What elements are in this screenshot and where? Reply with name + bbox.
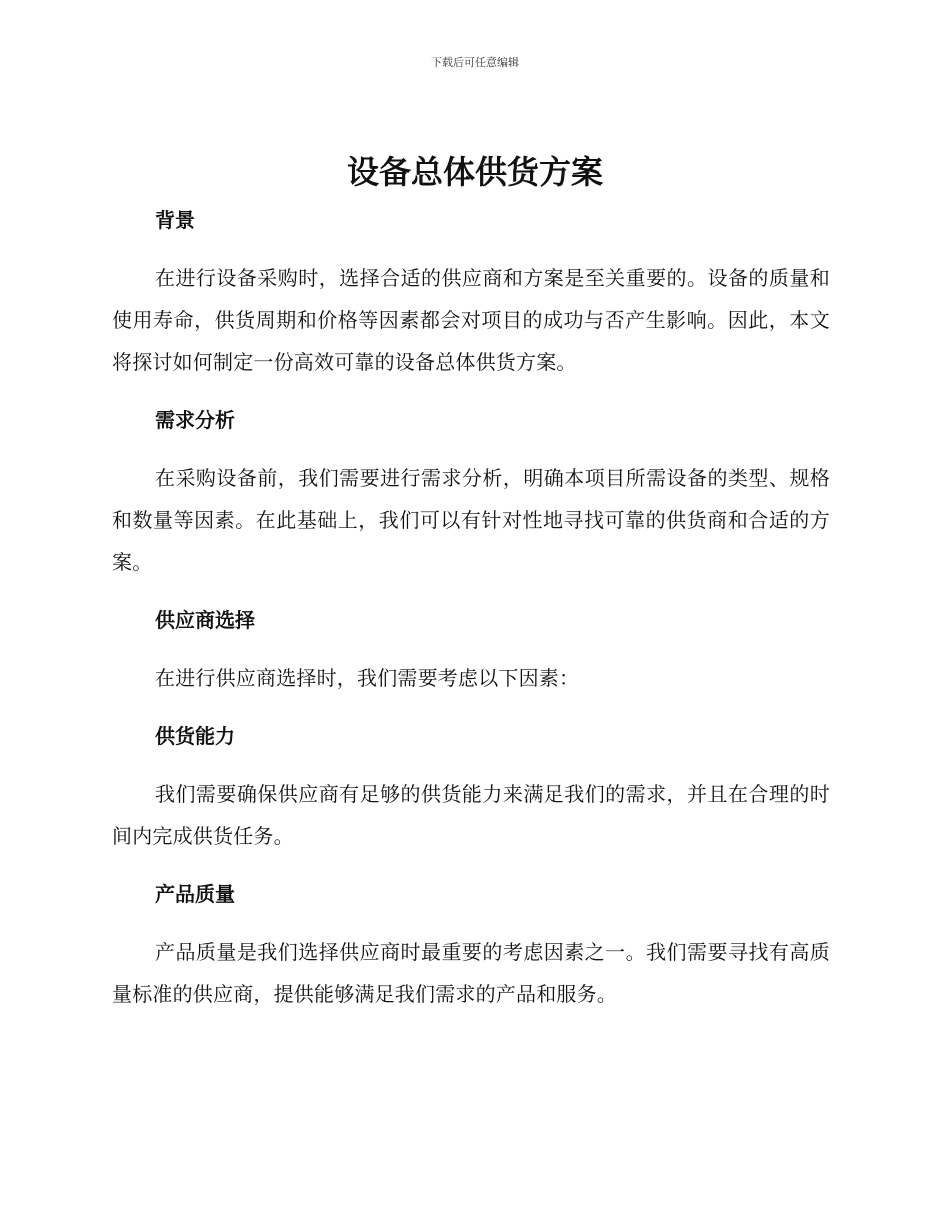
section-paragraph: 产品质量是我们选择供应商时最重要的考虑因素之一。我们需要寻找有高质量标准的供应商，提供能够满足我们需求的产品和服务。 (112, 940, 830, 1006)
section-background (112, 203, 830, 383)
section-heading: 背景 (155, 208, 195, 232)
document-body (112, 203, 830, 1015)
page-header-note: 下载后可任意编辑 (431, 56, 519, 69)
section-heading: 产品质量 (155, 882, 235, 906)
document-title: 设备总体供货方案 (346, 153, 603, 191)
section-product-quality (112, 877, 830, 1015)
section-paragraph: 在进行设备采购时，选择合适的供应商和方案是至关重要的。设备的质量和使用寿命，供货周期和价格等因素都会对项目的成功与否产生影响。因此，本文将探讨如何制定一份高效可靠的设备总体供货方案。 (112, 266, 830, 374)
section-heading: 供应商选择 (155, 608, 255, 632)
section-paragraph: 在采购设备前，我们需要进行需求分析，明确本项目所需设备的类型、规格和数量等因素。在此基础上，我们可以有针对性地寻找可靠的供货商和合适的方案。 (112, 466, 830, 574)
section-requirements-analysis (112, 403, 830, 583)
section-paragraph: 我们需要确保供应商有足够的供货能力来满足我们的需求，并且在合理的时间内完成供货任务。 (112, 782, 830, 848)
section-paragraph: 在进行供应商选择时，我们需要考虑以下因素： (155, 666, 580, 690)
section-supplier-selection (112, 603, 830, 699)
section-heading: 需求分析 (155, 408, 235, 432)
section-heading: 供货能力 (155, 724, 235, 748)
section-supply-capacity (112, 719, 830, 857)
